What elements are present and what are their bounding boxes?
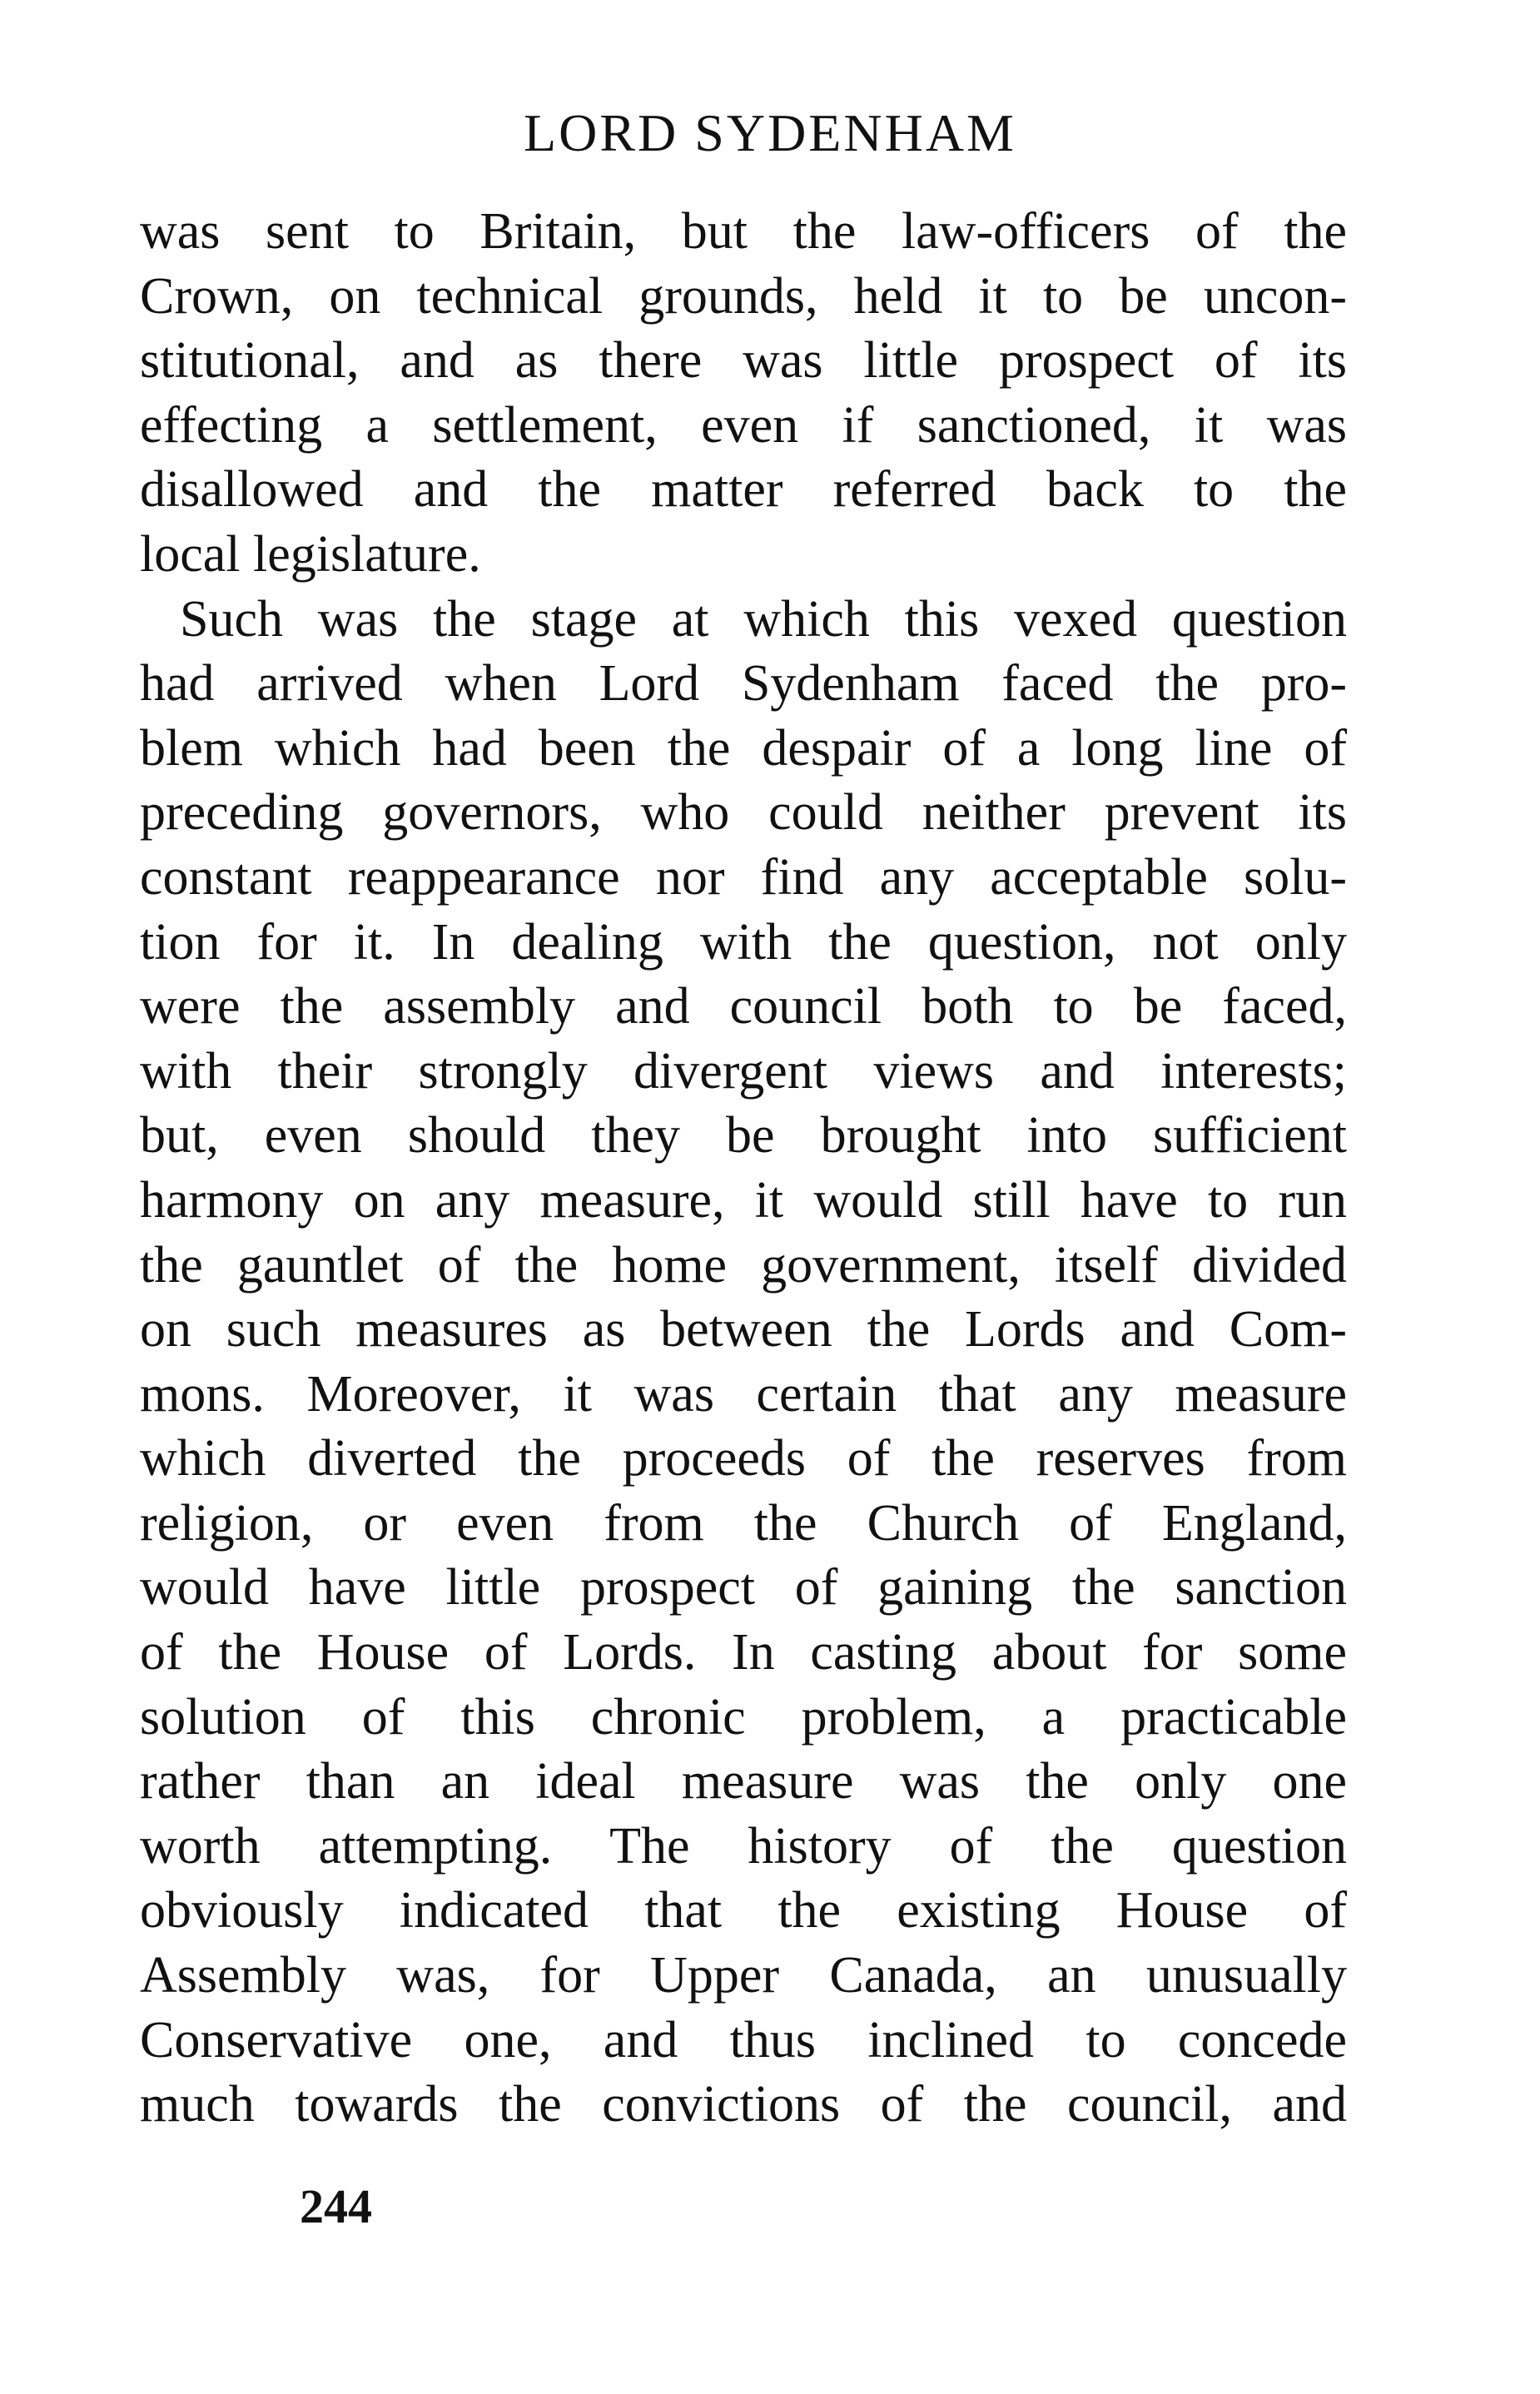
text-line: Assembly was, for Upper Canada, an unusually bbox=[140, 1947, 1347, 2004]
text-line: of the House of Lords. In casting about for some bbox=[140, 1624, 1347, 1681]
text-line: blem which had been the despair of a long line of bbox=[140, 719, 1347, 777]
running-head: LORD SYDENHAM bbox=[524, 103, 1016, 162]
text-line: disallowed and the matter referred back to the bbox=[140, 461, 1347, 519]
text-line: mons. Moreover, it was certain that any measure bbox=[140, 1365, 1347, 1423]
text-line: harmony on any measure, it would still have to run bbox=[140, 1171, 1347, 1229]
text-line: would have little prospect of gaining the sanction bbox=[140, 1559, 1347, 1617]
text-line: obviously indicated that the existing House of bbox=[140, 1882, 1347, 1940]
text-line: Crown, on technical grounds, held it to be uncon- bbox=[140, 267, 1347, 325]
text-line: but, even should they be brought into sufficient bbox=[140, 1107, 1347, 1165]
text-line: effecting a settlement, even if sanctioned, it was bbox=[140, 396, 1347, 454]
text-line: constant reappearance nor find any acceptable solu- bbox=[140, 848, 1347, 906]
body-text bbox=[140, 200, 1347, 2138]
text-line: local legislature. bbox=[140, 525, 481, 583]
text-line: had arrived when Lord Sydenham faced the pro- bbox=[140, 655, 1347, 713]
text-line: rather than an ideal measure was the only one bbox=[140, 1753, 1347, 1810]
text-line: were the assembly and council both to be faced, bbox=[140, 978, 1347, 1036]
text-line: was sent to Britain, but the law-officers of the bbox=[140, 203, 1347, 260]
text-line: the gauntlet of the home government, itself divided bbox=[140, 1236, 1347, 1294]
page-number: 244 bbox=[300, 2179, 372, 2233]
text-line: tion for it. In dealing with the question, not only bbox=[140, 913, 1347, 971]
text-line: worth attempting. The history of the question bbox=[140, 1817, 1347, 1875]
text-line: solution of this chronic problem, a practicable bbox=[140, 1688, 1347, 1746]
paragraph-2 bbox=[140, 588, 1347, 2138]
paragraph-1 bbox=[140, 200, 1347, 588]
text-line: preceding governors, who could neither prevent its bbox=[140, 784, 1347, 842]
text-line: on such measures as between the Lords and Com- bbox=[140, 1301, 1347, 1358]
text-line: much towards the convictions of the council, and bbox=[140, 2076, 1347, 2133]
text-line: which diverted the proceeds of the reserves from bbox=[140, 1430, 1347, 1488]
text-line: stitutional, and as there was little prospect of its bbox=[140, 332, 1347, 390]
text-line: religion, or even from the Church of England, bbox=[140, 1494, 1347, 1552]
text-line: Conservative one, and thus inclined to concede bbox=[140, 2011, 1347, 2069]
text-line: with their strongly divergent views and interests; bbox=[140, 1042, 1347, 1100]
text-line: Such was the stage at which this vexed question bbox=[180, 590, 1347, 648]
